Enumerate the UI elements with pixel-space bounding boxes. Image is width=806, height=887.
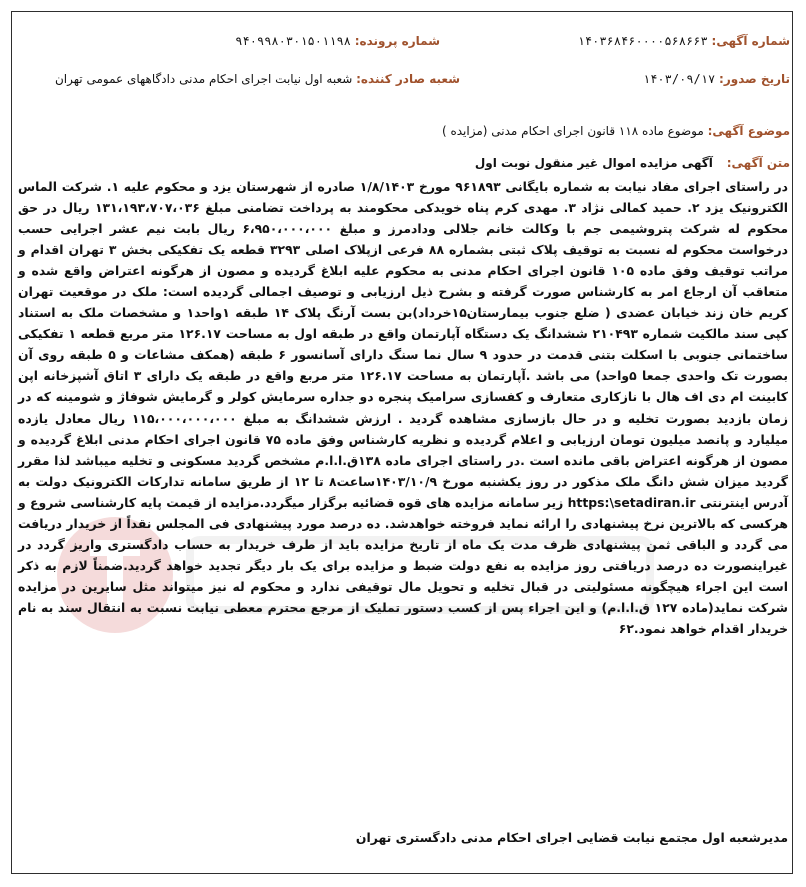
notice-number-value: ۱۴۰۳۶۸۴۶۰۰۰۰۵۶۸۶۶۳: [577, 34, 708, 48]
text-label: متن آگهی:: [726, 156, 790, 170]
issue-date-label: تاریخ صدور:: [719, 72, 790, 86]
text-title-row: [475, 156, 790, 170]
signature: مدیرشعبه اول مجتمع نیابت قضایی اجرای احکام مدنی دادگستری تهران: [355, 830, 788, 845]
subject: [442, 124, 790, 138]
subject-label: موضوع آگهی:: [707, 124, 790, 138]
text-title: آگهی مزایده اموال غیر منقول نوبت اول: [474, 156, 713, 170]
case-number-label: شماره پرونده:: [354, 34, 440, 48]
subject-value: موضوع ماده ۱۱۸ قانون اجرای احکام مدنی (مزایده ): [441, 124, 704, 138]
issue-date: [643, 72, 790, 86]
issuing-branch: [55, 72, 460, 86]
case-number-value: ۹۴۰۹۹۸۰۳۰۱۵۰۱۱۹۸: [235, 34, 351, 48]
case-number: [235, 34, 440, 48]
issuing-branch-label: شعبه صادر کننده:: [356, 72, 460, 86]
notice-body: در راستای اجرای مفاد نیابت به شماره بایگانی ۹۶۱۸۹۳ مورخ ۱/۸/۱۴۰۳ صادره از شهرستان یزد و محکوم علیه ۱. شرکت الماس الکترونیک یزد ۲. حمید کمالی نژاد ۳. مهدی کرم پناه خویدکی محکومند به پرداخت تضامنی مبلغ ۱۳۱،۱۹۳،۷۰۷،۰۳۶ ریال در حق محکوم له شرکت پتروشیمی جم با وکالت خانم جلالی ودادمرز و مبلغ ۶،۹۵۰،۰۰۰،۰۰۰ ریال بابت نیم عشر اجرایی حسب درخواست محکوم له نسبت به توقیف پلاک ثبتی بشماره ۸۸ فرعی ازپلاک اصلی ۳۲۹۳ قطعه یک تفکیکی بخش ۳ تهران اقدام و مراتب توقیف وفق ماده ۱۰۵ قانون اجرای احکام مدنی به محکوم علیه ابلاغ گردیده و مصون از هرگونه اعتراض واقع شده و متعاقب آن ارجاع امر به کارشناس صورت گرفته و بشرح ذیل ارزیابی و توصیف اجمالی گردیده است: ملک در موقعیت تهران کریم خان زند خیابان عضدی ( ضلع جنوب بیمارستان۱۵خرداد)بن بست آرنگ پلاک ۱۴ طبقه ۱واحد۱ و مشخصات ملک به استناد کپی سند مالکیت شماره ۲۱۰۴۹۳ ششدانگ یک دستگاه آپارتمان واقع در طبقه اول به مساحت ۱۲۶.۱۷ متر مربع قطعه ۱ تفکیکی ساختمانی جنوبی با اسکلت بتنی قدمت در حدود ۹ سال نما سنگ دارای آسانسور ۶ طبقه (همکف مشاعات و ۵ طبقه روی آن بصورت تک واحدی جمعا ۵واحد) می باشد .آپارتمان به مساحت ۱۲۶.۱۷ متر مربع واقع در طبقه یک دارای ۳ اتاق آشپزخانه اپن کابینت ام دی اف هال با نازکاری متعارف و کفسازی سرامیک پنجره دو جداره سرمایش کولر و گرمایش شوفاژ و شومینه که در زمان بازدید بصورت تخلیه و در حال بازسازی مشاهده گردید . ارزش ششدانگ به مبلغ ۱۱۵،۰۰۰،۰۰۰،۰۰۰ ریال معادل یازده میلیارد و پانصد میلیون تومان ارزیابی و اعلام گردیده و نظریه کارشناس وفق ماده ۷۵ قانون اجرای احکام مدنی ابلاغ گردیده و مصون از هرگونه اعتراض باقی مانده است .در راستای اجرای ماده ۱۳۸ق.ا.ا.م مشخص گردید مسکونی و تخلیه میباشد لذا مقرر گردید میزان شش دانگ ملک مذکور در روز یکشنبه مورخ ۱۴۰۳/۱۰/۹ساعت۸ تا ۱۲ از طریق سامانه تدارکات الکترونیک دولت به آدرس اینترنتی https:\setadiran.ir زیر سامانه مزایده های قوه قضائیه برگزار میگردد.مزایده از قیمت پایه کارشناسی شروع و هرکسی که بالاترین نرخ پیشنهادی را ارائه نماید فروخته خواهدشد. ده درصد مورد پیشنهادی فی المجلس نقداً از خریدار دریافت می گردد و الباقی ثمن پیشنهادی ظرف مدت یک ماه از تاریخ مزایده باید از طرف خریدار به حساب دادگستری واریز گردد در غیراینصورت ده درصد دریافتی روز مزایده به نفع دولت ضبط و مزایده برای یک بار دیگر تجدید خواهد گردید.ضمناً لازم به ذکر است این اجراء هیچگونه مسئولیتی در قبال تخلیه و تحویل مال توقیفی ندارد و محکوم له نیز میتواند مثل سایرین در مزایده شرکت نماید(ماده ۱۲۷ ق.ا.ا.م) و این اجراء پس از کسب دستور تملیک از مرجع محترم معطی نیابت نسبت به انتقال سند به نام خریدار اقدام خواهد نمود.۶۲: [18, 179, 789, 636]
notice-number-label: شماره آگهی:: [711, 34, 790, 48]
issuing-branch-value: شعبه اول نیابت اجرای احکام مدنی دادگاههای عمومی تهران: [54, 72, 353, 86]
issue-date-value: ۱۴۰۳/۰۹/۱۷: [642, 72, 716, 86]
notice-number: [578, 34, 790, 48]
